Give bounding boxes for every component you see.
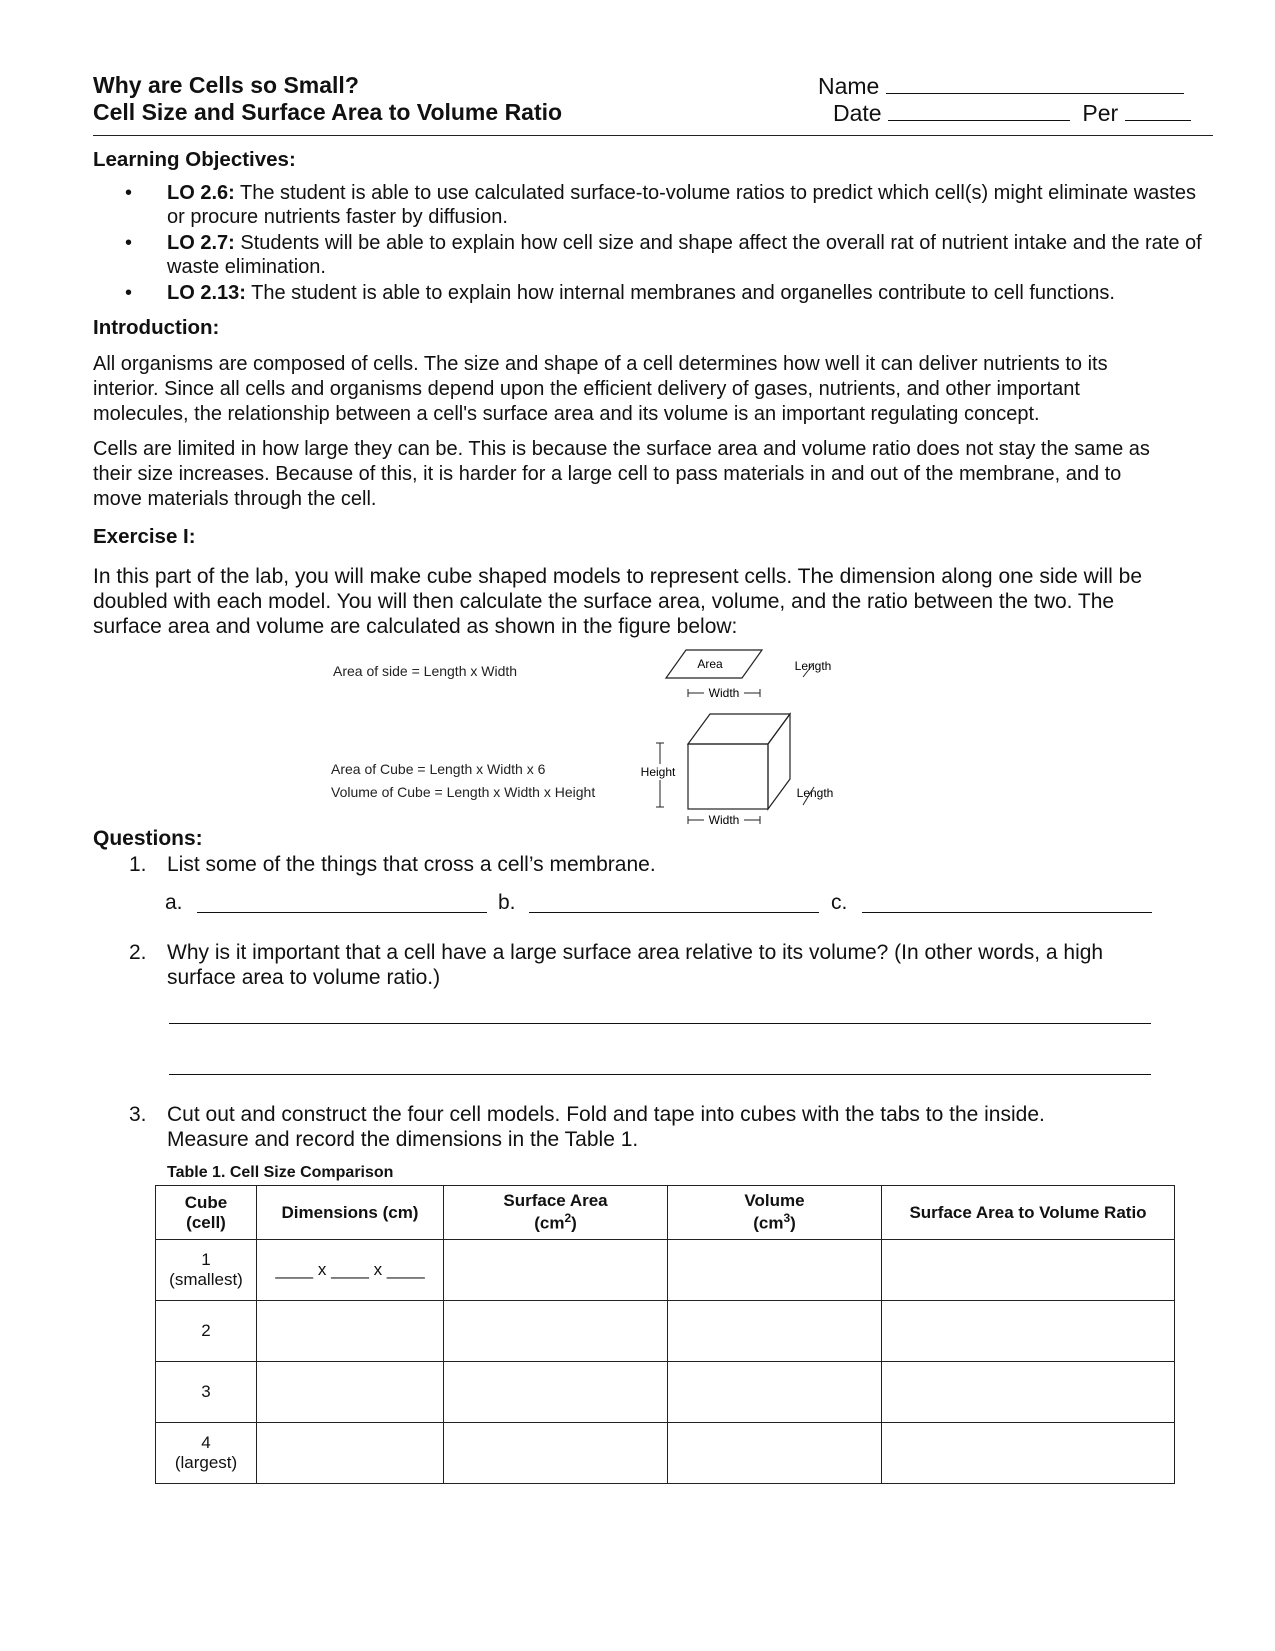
question-number: 3.: [129, 1103, 147, 1126]
per-label: Per: [1082, 100, 1119, 126]
objective-item: [93, 281, 1213, 305]
ratio-cell[interactable]: [882, 1301, 1175, 1362]
date-per-field[interactable]: [833, 98, 1191, 127]
date-label: Date: [833, 100, 882, 126]
objective-text: The student is able to explain how internal membranes and organelles contribute to cell functions.: [245, 282, 1115, 304]
objective-item: [93, 231, 1213, 279]
objective-item: [93, 181, 1213, 229]
table-row: [156, 1362, 1175, 1423]
question-text: Cut out and construct the four cell models. Fold and tape into cubes with the tabs to the inside. Measure and record the dimensions in the Table 1.: [167, 1103, 1045, 1151]
question-2-answer-line-1[interactable]: [169, 1023, 1151, 1024]
cube-cell: 2: [156, 1301, 257, 1362]
table-caption: Table 1. Cell Size Comparison: [167, 1164, 394, 1181]
width-label-bottom: Width: [708, 813, 740, 827]
question-number: 1.: [129, 853, 147, 876]
objectives-list: [93, 181, 1213, 307]
volume-cell[interactable]: [668, 1240, 882, 1301]
objective-code: LO 2.6:: [167, 182, 235, 204]
height-label: Height: [640, 765, 676, 779]
answer-b-label: b.: [498, 891, 516, 914]
table-row: [156, 1423, 1175, 1484]
answer-c-label: c.: [831, 891, 848, 914]
dimensions-cell[interactable]: [257, 1423, 444, 1484]
objectives-heading: Learning Objectives:: [93, 148, 296, 171]
surface-area-cell[interactable]: [444, 1240, 668, 1301]
question-text: List some of the things that cross a cell’s membrane.: [167, 853, 656, 876]
date-blank[interactable]: [888, 98, 1070, 121]
question-text: Why is it important that a cell have a large surface area relative to its volume? (In other words, a high surface area to volume ratio.): [167, 941, 1104, 989]
name-label: Name: [818, 73, 880, 99]
header-rule: [93, 135, 1213, 136]
area-label: Area: [697, 657, 723, 671]
question-1-answers: [93, 890, 1213, 920]
header-ratio: Surface Area to Volume Ratio: [882, 1186, 1175, 1240]
introduction-paragraph-1: All organisms are composed of cells. The size and shape of a cell determines how well it can deliver nutrients to its interior. Since all cells and organisms depend upon the efficient delivery of gases, nutrients, and other important molecules, the relationship between a cell's surface area and its volume is an important regulating concept.: [93, 353, 1108, 425]
dimensions-cell[interactable]: ____ x ____ x ____: [257, 1240, 444, 1301]
header-surface-area: Surface Area $(cm^2)$: [444, 1186, 668, 1240]
surface-area-cell[interactable]: [444, 1362, 668, 1423]
area-side-formula: Area of side = Length x Width: [333, 663, 518, 679]
width-label-top: Width: [708, 686, 740, 700]
objective-text: Students will be able to explain how cell size and shape affect the overall rat of nutrient intake and the rate of waste elimination.: [167, 232, 1202, 278]
answer-c-line[interactable]: [862, 912, 1152, 913]
title-line-1: Why are Cells so Small?: [93, 72, 359, 98]
area-cube-formula: Area of Cube = Length x Width x 6: [331, 761, 546, 777]
introduction-paragraph-2: Cells are limited in how large they can be. This is because the surface area and volume ratio does not stay the same as their size increases. Because of this, it is harder for a large cell to pass materials in and out of the membrane, and to move materials through the cell.: [93, 438, 1150, 510]
volume-cube-formula: Volume of Cube = Length x Width x Height: [331, 784, 596, 800]
cube-diagram: [638, 645, 848, 835]
answer-b-line[interactable]: [529, 912, 819, 913]
ratio-cell[interactable]: [882, 1362, 1175, 1423]
dimensions-cell[interactable]: [257, 1362, 444, 1423]
surface-area-cell[interactable]: [444, 1423, 668, 1484]
answer-a-line[interactable]: [197, 912, 487, 913]
length-label-top: Length: [794, 659, 832, 673]
header-dimensions: Dimensions (cm): [257, 1186, 444, 1240]
answer-a-label: a.: [165, 891, 183, 914]
name-blank[interactable]: [886, 71, 1184, 94]
objective-text: The student is able to use calculated surface-to-volume ratios to predict which cell(s) might eliminate wastes or procure nutrients faster by diffusion.: [167, 182, 1196, 228]
name-field[interactable]: [818, 71, 1184, 100]
cube-cell: 3: [156, 1362, 257, 1423]
table-row: [156, 1301, 1175, 1362]
question-number: 2.: [129, 941, 147, 964]
cube-cell: 1 (smallest): [156, 1240, 257, 1301]
cube-cell: 4 (largest): [156, 1423, 257, 1484]
per-blank[interactable]: [1125, 98, 1191, 121]
ratio-cell[interactable]: [882, 1423, 1175, 1484]
volume-cell[interactable]: [668, 1423, 882, 1484]
length-label-cube: Length: [796, 786, 834, 800]
volume-cell[interactable]: [668, 1301, 882, 1362]
exercise-paragraph: In this part of the lab, you will make cube shaped models to represent cells. The dimension along one side will be doubled with each model. You will then calculate the surface area, volume, and the ratio between the two. The surface area and volume are calculated as shown in the figure below:: [93, 565, 1143, 638]
cell-size-table: [155, 1185, 1175, 1484]
table-header-row: [156, 1186, 1175, 1240]
question-2-answer-line-2[interactable]: [169, 1074, 1151, 1075]
dimensions-cell[interactable]: [257, 1301, 444, 1362]
header-volume: Volume $(cm^3)$: [668, 1186, 882, 1240]
exercise-heading: Exercise I:: [93, 525, 196, 548]
surface-area-cell[interactable]: [444, 1301, 668, 1362]
volume-cell[interactable]: [668, 1362, 882, 1423]
ratio-cell[interactable]: [882, 1240, 1175, 1301]
table-row: [156, 1240, 1175, 1301]
header-cube: Cube (cell): [156, 1186, 257, 1240]
introduction-heading: Introduction:: [93, 316, 220, 339]
objective-code: LO 2.7:: [167, 232, 235, 254]
title-line-2: Cell Size and Surface Area to Volume Ratio: [93, 99, 563, 125]
questions-heading: Questions:: [93, 827, 203, 850]
objective-code: LO 2.13:: [167, 282, 246, 304]
